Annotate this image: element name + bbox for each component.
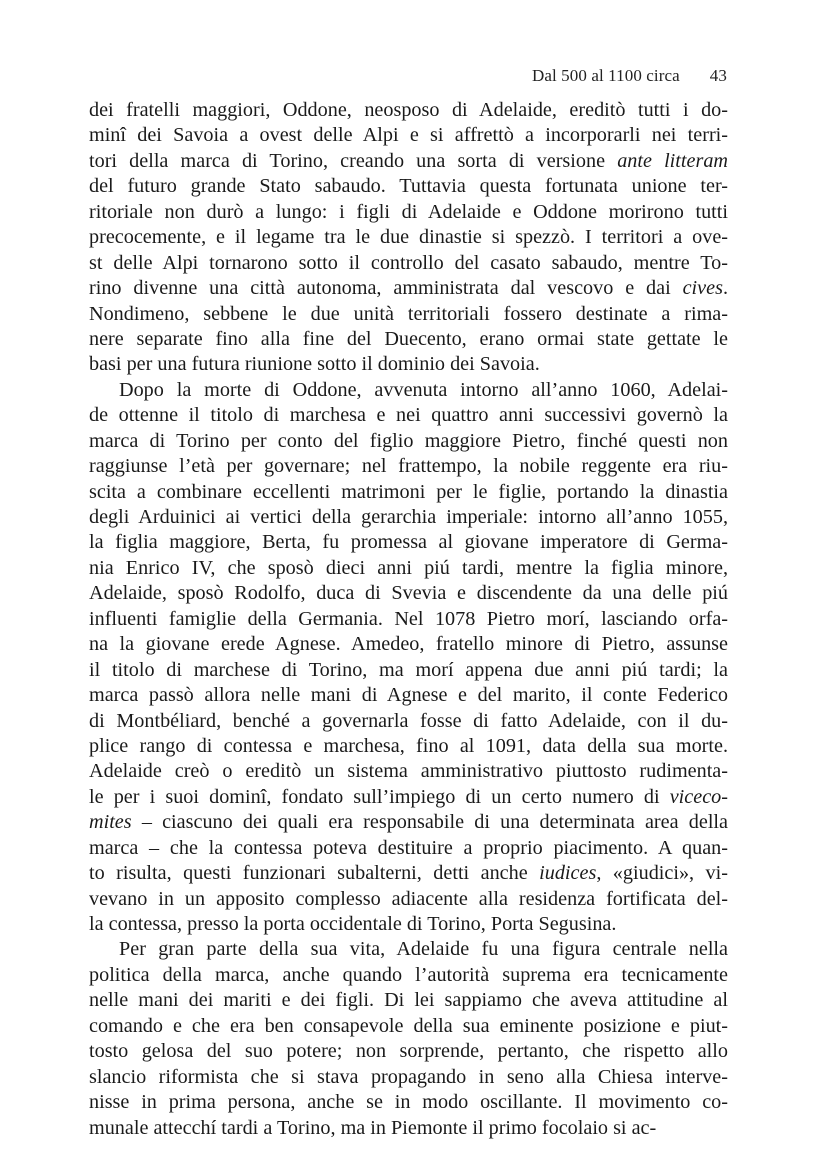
- text-line: [89, 1039, 728, 1064]
- text-run: st delle Alpi tornarono sotto il controllo del casato sabaudo, mentre To-: [89, 251, 728, 274]
- text-line: [89, 887, 728, 912]
- text-run: rino divenne una città autonoma, amministrata dal vescovo e dai: [89, 277, 683, 300]
- text-run: – ciascuno dei quali era responsabile di una determinata area della: [131, 811, 728, 834]
- text-run: Dopo la morte di Oddone, avvenuta intorno all’anno 1060, Adelai-: [119, 378, 728, 401]
- text-run: raggiunse l’età per governare; nel frattempo, la nobile reggente era riu-: [89, 455, 728, 478]
- text-line: [89, 759, 728, 784]
- text-run: dei fratelli maggiori, Oddone, neosposo di Adelaide, ereditò tutti i do-: [89, 99, 728, 121]
- text-line: [89, 225, 728, 250]
- text-line: [89, 454, 728, 479]
- text-run: .: [722, 277, 728, 300]
- text-line: [89, 963, 728, 988]
- text-line: [89, 98, 728, 123]
- text-run: marca – che la contessa poteva destituire a proprio piacimento. A quan-: [89, 836, 728, 859]
- paragraph: [89, 98, 728, 378]
- text-run: to risulta, questi funzionari subalterni, detti anche: [89, 862, 540, 885]
- text-run: il titolo di marchese di Torino, ma morí appena due anni piú tardi; la: [89, 658, 728, 681]
- text-run: Per gran parte della sua vita, Adelaide fu una figura centrale nella: [119, 938, 728, 961]
- running-head: [532, 66, 727, 86]
- text-run: nia Enrico IV, che sposò dieci anni piú tardi, mentre la figlia minore,: [89, 556, 728, 579]
- italic-term: cives: [682, 277, 723, 300]
- italic-term: ante litteram: [617, 149, 728, 172]
- page-number: 43: [709, 66, 727, 85]
- text-line: [89, 1014, 728, 1039]
- text-line: [89, 530, 728, 555]
- text-run: politica della marca, anche quando l’autorità suprema era tecnicamente: [89, 963, 728, 986]
- text-line: [89, 429, 728, 454]
- text-line: [89, 123, 728, 148]
- text-run: nere separate fino alla fine del Duecento, erano ormai state gettate le: [89, 327, 728, 350]
- text-run: munale attecchí tardi a Torino, ma in Piemonte il primo focolaio si ac-: [89, 1116, 657, 1139]
- italic-term: viceco-: [669, 785, 728, 808]
- running-title: Dal 500 al 1100 circa: [531, 66, 680, 85]
- paragraph: [89, 937, 728, 1141]
- text-line: [89, 149, 728, 174]
- text-run: tosto gelosa del suo potere; non sorprende, pertanto, che rispetto allo: [89, 1040, 728, 1063]
- text-line: [89, 480, 728, 505]
- text-line: [89, 505, 728, 530]
- text-line: [89, 632, 728, 657]
- text-run: degli Arduinici ai vertici della gerarchia imperiale: intorno all’anno 1055,: [89, 506, 728, 528]
- text-line: [89, 200, 728, 225]
- text-line: [89, 658, 728, 683]
- text-line: [89, 810, 728, 835]
- text-run: tori della marca di Torino, creando una sorta di versione: [89, 149, 618, 172]
- text-run: di Montbéliard, benché a governarla fosse di fatto Adelaide, con il du-: [89, 709, 728, 732]
- text-run: , «giudici», vi-: [596, 862, 728, 885]
- text-line: [89, 556, 728, 581]
- italic-term: mites: [89, 811, 132, 834]
- text-run: le per i suoi dominî, fondato sull’impiego di un certo numero di: [89, 785, 670, 808]
- text-run: Nondimeno, sebbene le due unità territoriali fossero destinate a rima-: [89, 302, 728, 325]
- text-line: [89, 581, 728, 606]
- text-run: Adelaide creò o ereditò un sistema amministrativo piuttosto rudimenta-: [89, 760, 728, 783]
- paragraph: [89, 378, 728, 938]
- text-line: [89, 734, 728, 759]
- text-run: slancio riformista che si stava propagando in seno alla Chiesa interve-: [89, 1065, 728, 1088]
- text-line: [89, 785, 728, 810]
- text-run: basi per una futura riunione sotto il dominio dei Savoia.: [89, 353, 540, 376]
- text-run: comando e che era ben consapevole della sua eminente posizione e piut-: [89, 1014, 728, 1037]
- text-run: nisse in prima persona, anche se in modo oscillante. Il movimento co-: [89, 1091, 728, 1114]
- text-line: [89, 403, 728, 428]
- text-line: [89, 861, 728, 886]
- text-run: precocemente, e il legame tra le due dinastie si spezzò. I territori a ove-: [89, 226, 728, 249]
- text-line: [89, 302, 728, 327]
- text-line: [89, 607, 728, 632]
- text-line: [89, 912, 728, 937]
- text-line: [89, 352, 728, 377]
- text-line: [89, 251, 728, 276]
- text-line: [89, 937, 728, 962]
- text-line: [89, 1116, 728, 1141]
- text-run: marca di Torino per conto del figlio maggiore Pietro, finché questi non: [89, 429, 728, 452]
- text-run: la contessa, presso la porta occidentale di Torino, Porta Segusina.: [89, 913, 617, 935]
- text-run: plice rango di contessa e marchesa, fino al 1091, data della sua morte.: [89, 734, 728, 757]
- text-line: [89, 378, 728, 403]
- text-line: [89, 1090, 728, 1115]
- text-line: [89, 1065, 728, 1090]
- text-run: la figlia maggiore, Berta, fu promessa al giovane imperatore di Germa-: [89, 531, 728, 554]
- text-line: [89, 988, 728, 1013]
- text-run: scita a combinare eccellenti matrimoni per le figlie, portando la dinastia: [89, 480, 728, 503]
- text-line: [89, 836, 728, 861]
- text-run: vevano in un apposito complesso adiacente alla residenza fortificata del-: [89, 887, 728, 910]
- text-run: del futuro grande Stato sabaudo. Tuttavia questa fortunata unione ter-: [89, 175, 728, 198]
- italic-term: iudices: [539, 862, 597, 885]
- text-run: marca passò allora nelle mani di Agnese e del marito, il conte Federico: [89, 684, 728, 707]
- text-line: [89, 276, 728, 301]
- text-run: na la giovane erede Agnese. Amedeo, fratello minore di Pietro, assunse: [89, 633, 728, 656]
- text-run: Adelaide, sposò Rodolfo, duca di Svevia e discendente da una delle piú: [89, 582, 728, 605]
- text-run: minî dei Savoia a ovest delle Alpi e si affrettò a incorporarli nei terri-: [89, 124, 728, 147]
- text-line: [89, 683, 728, 708]
- text-line: [89, 174, 728, 199]
- text-run: nelle mani dei mariti e dei figli. Di lei sappiamo che aveva attitudine al: [89, 989, 728, 1012]
- text-run: de ottenne il titolo di marchesa e nei quattro anni successivi governò la: [89, 404, 728, 427]
- text-run: ritoriale non durò a lungo: i figli di Adelaide e Oddone morirono tutti: [89, 200, 728, 223]
- body-text: [89, 98, 728, 1141]
- text-line: [89, 709, 728, 734]
- text-line: [89, 327, 728, 352]
- text-run: influenti famiglie della Germania. Nel 1078 Pietro morí, lasciando orfa-: [89, 607, 728, 630]
